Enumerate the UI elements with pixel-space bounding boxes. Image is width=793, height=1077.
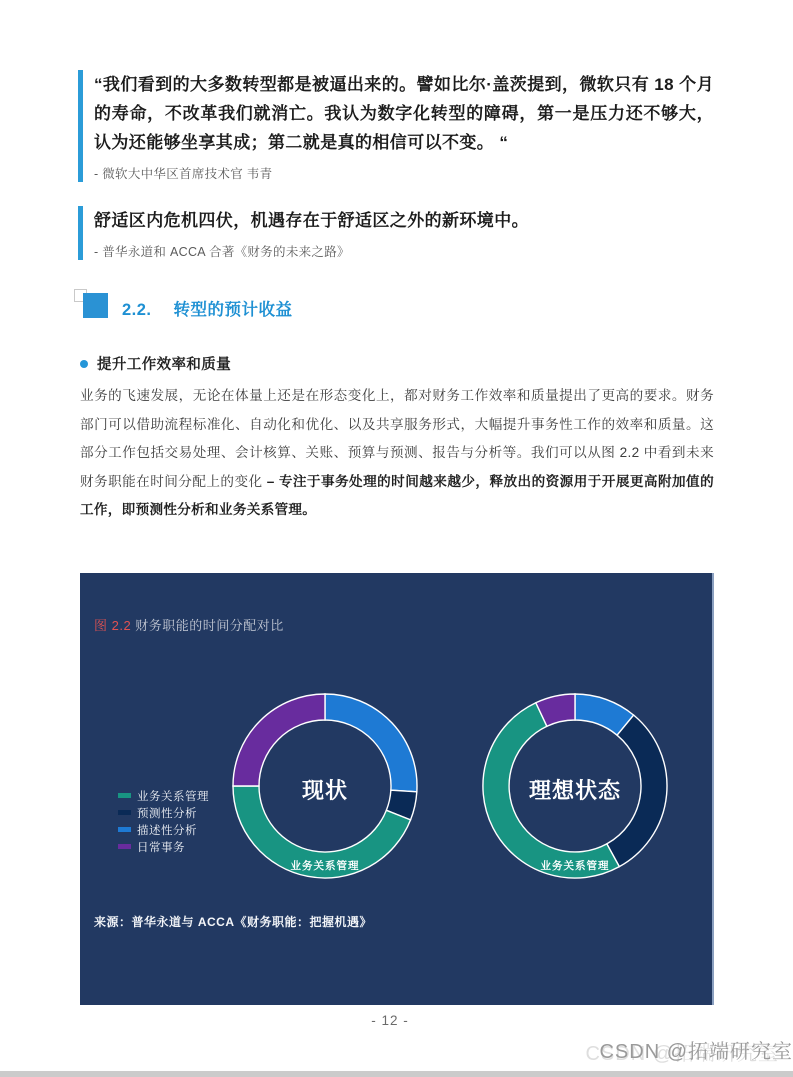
legend-chip-purple — [118, 844, 131, 849]
bullet-row — [80, 353, 231, 374]
figure-title — [94, 615, 284, 634]
chart-legend — [118, 787, 209, 855]
legend-item — [118, 804, 209, 821]
legend-chip-navy — [118, 810, 131, 815]
figure-label: 图 2.2 — [94, 618, 132, 633]
bullet-dot-icon — [80, 360, 88, 368]
paragraph-regular: 业务的飞速发展，无论在体量上还是在形态变化上，都对财务工作效率和质量提出了更高的要求。财务部门可以借助流程标准化、自动化和优化、以及共享服务形式，大幅提升事务性工作的效率和质量。这部分工作包括交易处理、会计核算、关账、预算与预测、报告与分析等。我们可以从图 2.2 中看到未来财务职能在时间分配上的变化 — [80, 388, 714, 489]
donut-ring-label: 业务关系管理 — [290, 860, 360, 872]
figure-source: 来源：普华永道与 ACCA《财务职能：把握机遇》 — [94, 915, 372, 929]
donut-ring-label: 业务关系管理 — [540, 860, 610, 872]
legend-chip-teal — [118, 793, 131, 798]
legend-item — [118, 821, 209, 838]
quote-text: “我们看到的大多数转型都是被逼出来的。譬如比尔·盖茨提到，微软只有 18 个月的寿命，不改革我们就消亡。我认为数字化转型的障碍，第一是压力还不够大，认为还能够坐享其成；第二就是真的相信可以不变。 “ — [94, 75, 714, 152]
page-bottom-edge — [0, 1071, 793, 1077]
section-heading-text — [122, 296, 293, 320]
legend-label: 业务关系管理 — [137, 790, 209, 803]
quote-block-microsoft — [78, 70, 714, 182]
paragraph-bold: – 专注于事务处理的时间越来越少，释放出的资源用于开展更高附加值的工作，即预测性分析和业务关系管理。 — [80, 473, 714, 518]
blue-square-icon — [83, 293, 108, 318]
quote-text: 舒适区内危机四伏，机遇存在于舒适区之外的新环境中。 — [94, 211, 529, 230]
legend-chip-blue — [118, 827, 131, 832]
donut-chart-ideal — [475, 686, 675, 886]
donut-center-label: 现状 — [301, 778, 348, 803]
legend-label: 描述性分析 — [137, 824, 197, 837]
body-paragraph — [80, 382, 714, 525]
figure-name: 财务职能的时间分配对比 — [131, 618, 284, 633]
page-number: - 12 - — [371, 1013, 409, 1028]
quote-block-comfort-zone — [78, 206, 714, 260]
section-number: 2.2. — [122, 301, 152, 319]
quote-attribution: - 微软大中华区首席技术官 韦青 — [94, 167, 273, 181]
donut-chart-current — [225, 686, 425, 886]
bullet-label: 提升工作效率和质量 — [97, 357, 232, 373]
quote-attribution: - 普华永道和 ACCA 合著《财务的未来之路》 — [94, 245, 350, 259]
watermark: CSDN @拓端研究室 — [599, 1041, 793, 1063]
section-title: 转型的预计收益 — [173, 301, 293, 319]
figure-panel — [80, 573, 714, 1005]
legend-label: 预测性分析 — [137, 807, 197, 820]
legend-item — [118, 787, 209, 804]
legend-item — [118, 838, 209, 855]
legend-label: 日常事务 — [137, 841, 185, 854]
donut-center-label: 理想状态 — [528, 778, 621, 803]
donut-segment — [233, 694, 325, 786]
